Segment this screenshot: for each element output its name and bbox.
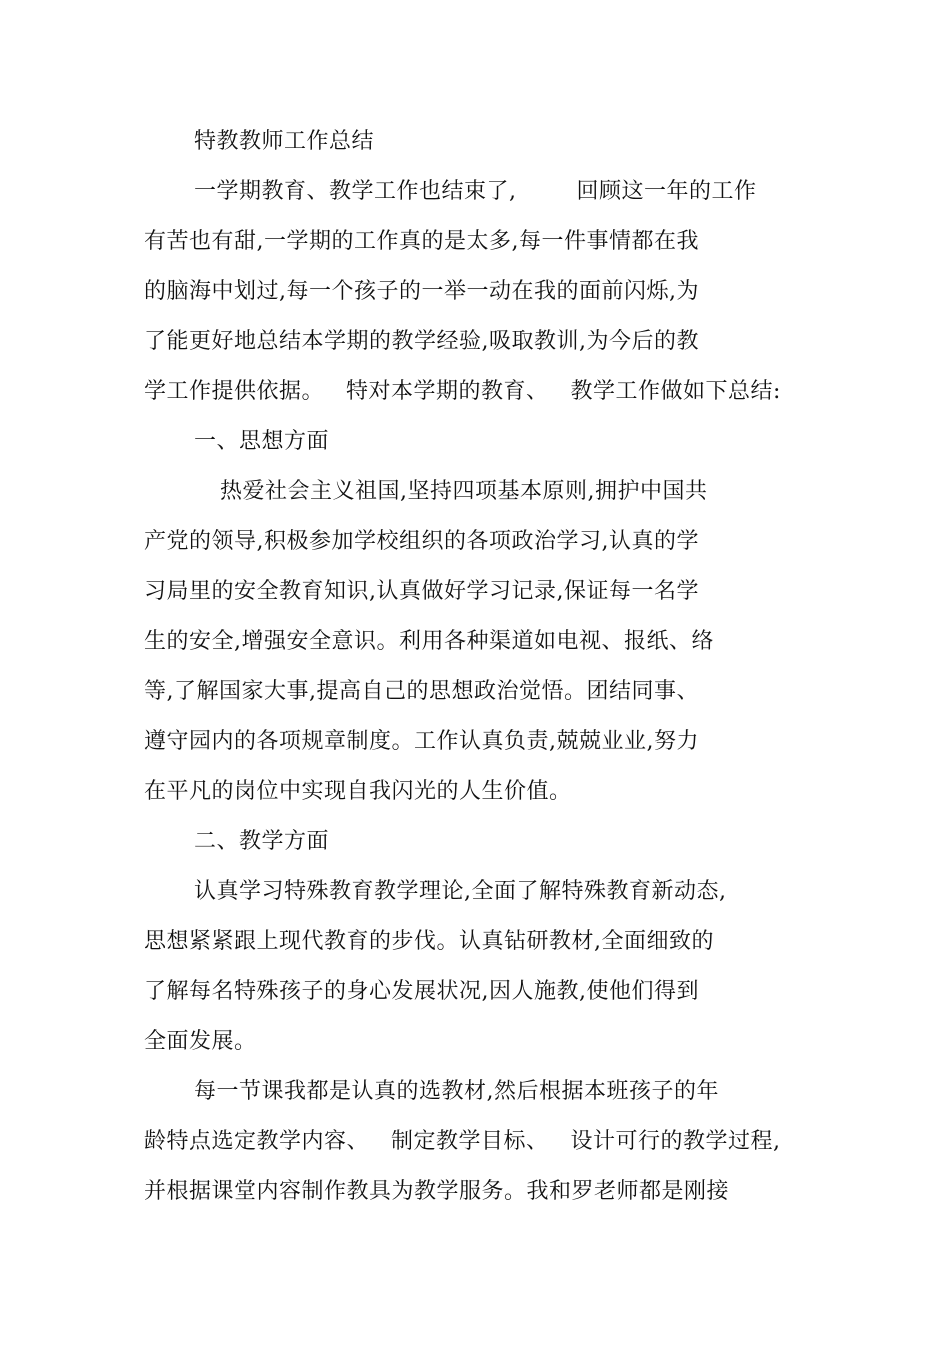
- intro-line-4: 了能更好地总结本学期的教学经验,吸取教训,为今后的教: [144, 329, 699, 354]
- section-1-line: 在平凡的岗位中实现自我闪光的人生价值。: [144, 779, 572, 804]
- section-2-para-2-line-2-part-b: 制定教学目标、: [391, 1129, 549, 1154]
- section-2-para-1-line: 全面发展。: [144, 1029, 257, 1054]
- intro-line-1-part-b: 回顾这一年的工作: [576, 179, 757, 204]
- intro-line-5-part-b: 特对本学期的教育、: [346, 379, 549, 404]
- section-2-para-2-line-2-part-c: 设计可行的教学过程,: [570, 1129, 781, 1154]
- intro-line-3: 的脑海中划过,每一个孩子的一举一动在我的面前闪烁,为: [144, 279, 699, 304]
- intro-line-1: [194, 177, 757, 207]
- section-2-para-2-line-1: 每一节课我都是认真的选教材,然后根据本班孩子的年: [194, 1079, 719, 1104]
- section-2-para-1-line: 了解每名特殊孩子的身心发展状况,因人施教,使他们得到: [144, 979, 699, 1004]
- document-title: 特教教师工作总结: [194, 129, 375, 154]
- intro-line-2: 有苦也有甜,一学期的工作真的是太多,每一件事情都在我: [144, 229, 699, 254]
- section-1-heading: 一、思想方面: [194, 429, 330, 454]
- section-1-line: 等,了解国家大事,提高自己的思想政治觉悟。团结同事、: [144, 679, 699, 704]
- intro-line-5: [144, 377, 781, 407]
- section-2-para-2-line-2-part-a: 龄特点选定教学内容、: [144, 1129, 370, 1154]
- section-2-para-1-line: 思想紧紧跟上现代教育的步伐。认真钻研教材,全面细致的: [144, 929, 714, 954]
- section-1-line: 生的安全,增强安全意识。利用各种渠道如电视、报纸、络: [144, 629, 714, 654]
- section-1-line: 习局里的安全教育知识,认真做好学习记录,保证每一名学: [144, 579, 699, 604]
- section-1-line: 产党的领导,积极参加学校组织的各项政治学习,认真的学: [144, 529, 699, 554]
- section-2-heading: 二、教学方面: [194, 829, 330, 854]
- intro-line-5-part-a: 学工作提供依据。: [144, 379, 325, 404]
- section-2-para-2-line-3: 并根据课堂内容制作教具为教学服务。我和罗老师都是刚接: [144, 1179, 730, 1204]
- section-2-para-2-line-2: [144, 1127, 781, 1157]
- section-1-line: 遵守园内的各项规章制度。工作认真负责,兢兢业业,努力: [144, 729, 699, 754]
- intro-line-1-part-a: 一学期教育、教学工作也结束了,: [194, 179, 517, 204]
- section-2-para-1-line: 认真学习特殊教育教学理论,全面了解特殊教育新动态,: [194, 879, 727, 904]
- intro-line-5-part-c: 教学工作做如下总结:: [570, 379, 781, 404]
- section-1-line: 热爱社会主义祖国,坚持四项基本原则,拥护中国共: [220, 479, 708, 504]
